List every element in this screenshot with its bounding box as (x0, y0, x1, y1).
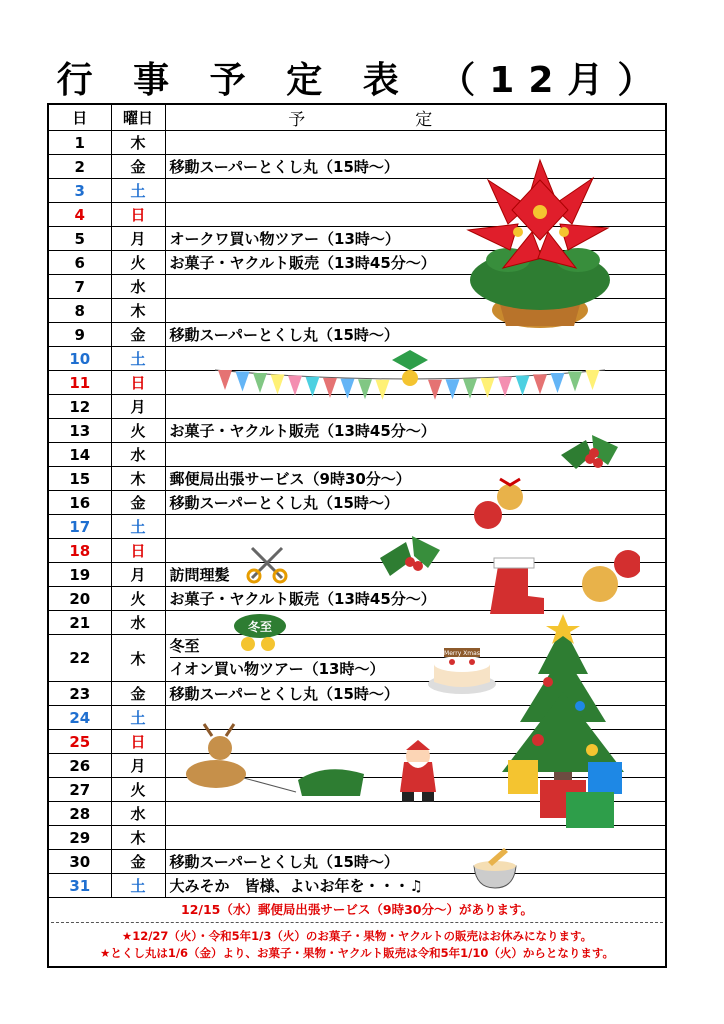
poinsettia-icon (448, 140, 618, 330)
bunting-flag (288, 376, 302, 396)
day-number: 8 (49, 299, 111, 323)
notes-area (49, 900, 665, 962)
day-number: 14 (49, 443, 111, 467)
bunting-flag (236, 371, 250, 391)
bunting-flag (446, 379, 460, 399)
weekday-cell: 木 (111, 826, 165, 850)
cake-label: Merry Xmas (444, 650, 480, 657)
yuzu-label: 冬至 (247, 620, 273, 634)
day-number: 26 (49, 754, 111, 778)
bunting-flag (341, 379, 355, 399)
bunting-flag (533, 374, 547, 394)
weekday-cell: 日 (111, 203, 165, 227)
holly-icon-2 (376, 522, 446, 582)
weekday-cell: 土 (111, 706, 165, 730)
bunting-flag (428, 380, 442, 400)
event-cell: お菓子・ヤクルト販売（13時45分～） (165, 587, 665, 611)
day-number: 25 (49, 730, 111, 754)
bunting-flag (253, 373, 267, 393)
header-day: 日 (49, 105, 111, 131)
day-number: 7 (49, 275, 111, 299)
table-header-row (49, 105, 665, 131)
weekday-cell: 日 (111, 730, 165, 754)
day-number: 9 (49, 323, 111, 347)
bunting-flag (481, 378, 495, 398)
note-postal: 12/15（水）郵便局出張サービス（9時30分～）があります。 (181, 902, 533, 917)
day-number: 31 (49, 874, 111, 898)
weekday-cell: 水 (111, 611, 165, 635)
day-number: 30 (49, 850, 111, 874)
note-holiday: ★12/27（火）・令和5年1/3（火）のお菓子・果物・ヤクルトの販売はお休みになります。 (121, 929, 593, 943)
bunting-flag (551, 373, 565, 393)
bunting-flag (323, 378, 337, 398)
day-number: 23 (49, 682, 111, 706)
day-number: 21 (49, 611, 111, 635)
day-number: 20 (49, 587, 111, 611)
bunting-flag (358, 379, 372, 399)
note-restart: ★とくし丸は1/6（金）より、お菓子・果物・ヤクルト販売は令和5年1/10（火）からとなります。 (100, 946, 614, 960)
ornament-icon (470, 475, 530, 535)
weekday-cell: 月 (111, 395, 165, 419)
event-cell: 移動スーパーとくし丸（15時～） (165, 323, 665, 347)
weekday-cell: 火 (111, 251, 165, 275)
event-cell: オークワ買い物ツアー（13時～） (165, 227, 665, 251)
scissors-icon (244, 540, 292, 586)
weekday-cell: 火 (111, 778, 165, 802)
holly-icon (556, 425, 628, 477)
header-weekday: 曜日 (111, 105, 165, 131)
santa-icon (390, 740, 446, 804)
event-cell: お菓子・ヤクルト販売（13時45分～） (165, 419, 665, 443)
bunting-flag (498, 377, 512, 397)
day-number: 12 (49, 395, 111, 419)
event-cell: 移動スーパーとくし丸（15時～） (165, 682, 665, 706)
weekday-cell: 土 (111, 179, 165, 203)
weekday-cell: 金 (111, 323, 165, 347)
weekday-cell: 土 (111, 347, 165, 371)
weekday-cell: 木 (111, 131, 165, 155)
table-row (49, 491, 665, 515)
day-number: 16 (49, 491, 111, 515)
bunting-flag (463, 379, 477, 399)
day-number: 29 (49, 826, 111, 850)
boot-icon (480, 548, 640, 618)
day-number: 27 (49, 778, 111, 802)
weekday-cell: 木 (111, 299, 165, 323)
bunting-flag (306, 377, 320, 397)
day-number: 13 (49, 419, 111, 443)
bunting-flag (271, 374, 285, 394)
table-row (49, 515, 665, 539)
weekday-cell: 日 (111, 371, 165, 395)
bunting-flag (516, 376, 530, 396)
table-row (49, 874, 665, 898)
bunting-flag (376, 380, 390, 400)
event-cell: 訪問理髪 (165, 563, 665, 587)
weekday-cell: 金 (111, 491, 165, 515)
weekday-cell: 金 (111, 155, 165, 179)
weekday-cell: 水 (111, 802, 165, 826)
tree-icon (488, 612, 638, 834)
noodle-bowl-icon (470, 842, 520, 890)
day-number: 24 (49, 706, 111, 730)
day-number: 6 (49, 251, 111, 275)
day-number: 19 (49, 563, 111, 587)
event-text-2: イオン買い物ツアー（13時～） (169, 660, 385, 678)
day-number: 1 (49, 131, 111, 155)
day-number: 28 (49, 802, 111, 826)
day-number: 5 (49, 227, 111, 251)
weekday-cell: 木 (111, 467, 165, 491)
weekday-cell: 月 (111, 563, 165, 587)
weekday-cell: 月 (111, 754, 165, 778)
day-number: 18 (49, 539, 111, 563)
day-number: 17 (49, 515, 111, 539)
day-number: 15 (49, 467, 111, 491)
event-cell: お菓子・ヤクルト販売（13時45分～） (165, 251, 665, 275)
table-row (49, 850, 665, 874)
weekday-cell: 日 (111, 539, 165, 563)
event-cell: 移動スーパーとくし丸（15時～） (165, 491, 665, 515)
weekday-cell: 月 (111, 227, 165, 251)
weekday-cell: 土 (111, 874, 165, 898)
event-text: 冬至 (170, 635, 666, 658)
weekday-cell: 水 (111, 443, 165, 467)
weekday-cell: 金 (111, 682, 165, 706)
weekday-cell: 金 (111, 850, 165, 874)
weekday-cell: 木 (111, 635, 165, 682)
day-number: 10 (49, 347, 111, 371)
event-cell: 移動スーパーとくし丸（15時～） (165, 155, 665, 179)
header-event: 予定 (165, 105, 665, 131)
weekday-cell: 土 (111, 515, 165, 539)
day-number: 11 (49, 371, 111, 395)
bunting-flag (568, 371, 582, 391)
weekday-cell: 水 (111, 275, 165, 299)
bunting-flag (586, 370, 600, 390)
weekday-cell: 火 (111, 587, 165, 611)
bunting-flag (218, 370, 232, 390)
event-cell: 大みそか 皆様、よいお年を・・・♫ (165, 874, 665, 898)
yuzu-icon (228, 612, 292, 652)
page-title: 行 事 予 定 表 （12月） (56, 60, 668, 101)
bunting-icon (210, 348, 610, 408)
event-cell: 郵便局出張サービス（9時30分～） (165, 467, 665, 491)
weekday-cell: 火 (111, 419, 165, 443)
day-number: 3 (49, 179, 111, 203)
day-number: 2 (49, 155, 111, 179)
day-number: 4 (49, 203, 111, 227)
day-number: 22 (49, 635, 111, 682)
event-cell: 移動スーパーとくし丸（15時～） (165, 850, 665, 874)
reindeer-icon (176, 722, 376, 806)
